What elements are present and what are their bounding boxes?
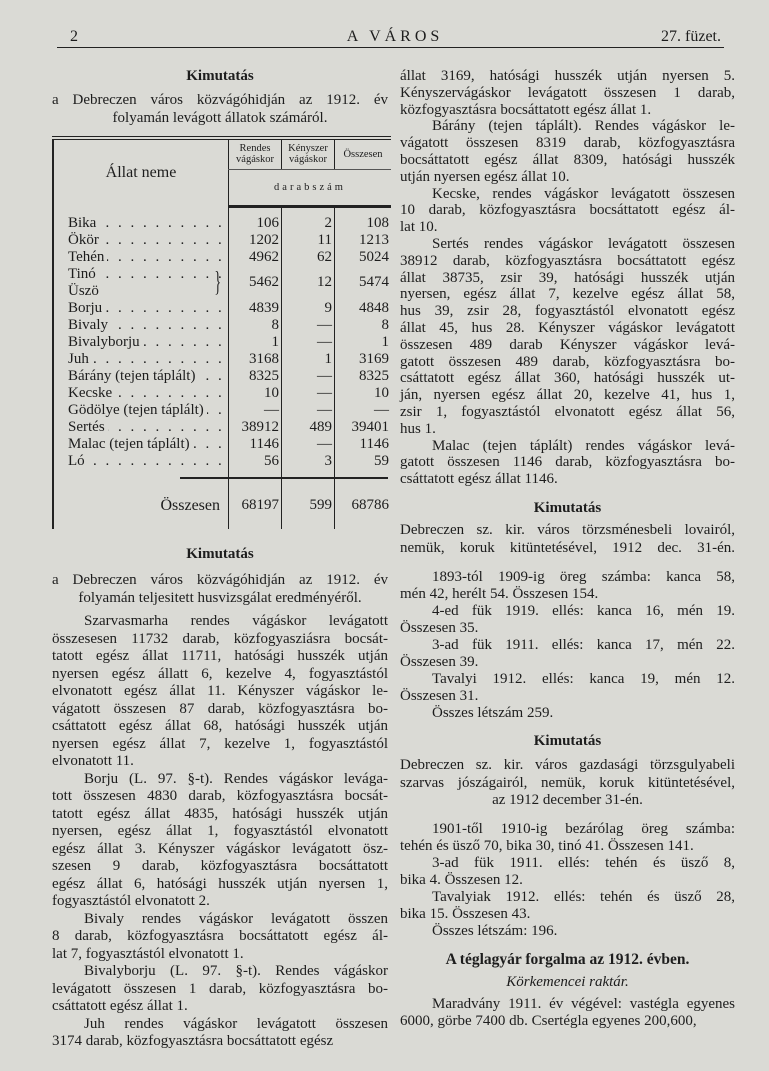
text-line: bika 15. Összesen 43. — [400, 906, 531, 922]
header-rule — [57, 47, 724, 48]
body-text — [52, 613, 388, 1051]
row-label-line — [68, 402, 228, 419]
row-label — [53, 300, 229, 317]
text-line: nyersen egész állatt 6, kezelve 4, fogyasztástól — [52, 665, 388, 682]
text-line: zsir 1, fogyasztástól elvonatott egész állat 56, — [400, 403, 735, 420]
total-row — [53, 479, 391, 529]
text-line: csáttatott egész állat 1146. — [400, 471, 558, 488]
text-line: egész állat 6, hatósági husszék utján nyersen 1, — [52, 875, 388, 892]
section-subtitle: Körkemencei raktár. — [506, 974, 629, 990]
text-line: Maradvány 1911. év végével: vastégla egyenes — [432, 996, 735, 1012]
row-label-text: Ló — [68, 453, 88, 469]
row-label-text: Bivaly — [68, 317, 111, 333]
row-label-text: Juh — [68, 351, 92, 367]
cell-kenyszer: 62 — [282, 249, 335, 266]
journal-title: A VÁROS — [346, 28, 444, 45]
row-label-line — [68, 249, 228, 266]
text-line: csáttatott egész állat 68, hatósági husszék utján — [52, 718, 388, 734]
section-subtitle — [400, 757, 735, 810]
paragraph — [400, 569, 735, 603]
text-line: Szarvasmarha rendes vágáskor levágatott — [84, 613, 388, 629]
paragraph — [52, 911, 388, 964]
text-line: utján nyersen egész állat 10. — [400, 168, 570, 185]
row-label — [53, 266, 229, 300]
text-line: nyersen egész állat 7, kezelve 1, fogyasztástól — [52, 735, 388, 752]
subtitle-line: a Debreczen város közvágóhidján az 1912. év — [52, 92, 388, 108]
paragraph — [52, 771, 388, 911]
text-line: Összesen 39. — [400, 654, 479, 670]
cell-rendes: 5462 — [229, 266, 282, 300]
text-line: fogyasztástól elvonatott 2. — [52, 893, 210, 909]
spacer-cell — [335, 206, 392, 215]
text-line: Bivalyborju (L. 97. §-t). Rendes vágáskor — [84, 963, 388, 979]
text-line: elvonatott 11. — [52, 753, 134, 769]
text-line: vágatott összesen 8319 darab, közfogyasztásra — [400, 135, 735, 152]
cell-osszesen: 5024 — [335, 249, 392, 266]
text-line: bocsáttatott egész állat 8309, hatósági husszék — [400, 151, 735, 168]
cell-kenyszer: — — [282, 385, 335, 402]
text-line: csáttatott egész állat 360, hatósági husszék ut- — [400, 370, 735, 387]
text-line: 3-ad fük 1911. ellés: kanca 17, mén 22. — [432, 637, 735, 653]
paragraph — [400, 855, 735, 889]
row-label-text: Bika — [68, 215, 99, 231]
cell-osszesen: — — [335, 402, 392, 419]
paragraph — [400, 68, 735, 118]
body-text — [400, 996, 735, 1030]
col-header-kenyszer: Kényszer vágáskor — [282, 138, 335, 169]
text-line: mén 42, herélt 54. Összesen 154. — [400, 586, 599, 602]
section-title: Kimutatás — [186, 68, 254, 84]
subtitle-line: nemük, koruk kitüntetésével, 1912 dec. 31-én. — [400, 539, 735, 556]
cell-kenyszer: — — [282, 317, 335, 334]
row-label — [53, 317, 229, 334]
row-label — [53, 385, 229, 402]
cell-rendes: 56 — [229, 453, 282, 470]
text-line: nyersen, egész állat 7, kezelve egész állat 58, — [400, 286, 735, 303]
cell-osszesen: 4848 — [335, 300, 392, 317]
cell-rendes: 4962 — [229, 249, 282, 266]
row-label-text: Tinó — [68, 266, 99, 282]
row-label-line — [68, 266, 228, 283]
text-line: Összesen 35. — [400, 620, 479, 636]
text-line: Tavalyi 1912. ellés: kanca 19, mén 12. — [432, 671, 735, 687]
unit-label: darabszám — [229, 169, 392, 206]
paragraph — [400, 889, 735, 923]
body-text — [400, 821, 735, 940]
table-row — [53, 419, 391, 436]
text-line: gatott összesen 489 darab, közfogyasztásra bo- — [400, 353, 735, 370]
text-line: tehén és üsző 70, bika 30, tinó 41. Összesen 141. — [400, 838, 694, 854]
row-label-text: Tehén — [68, 249, 107, 265]
subtitle-line: Debreczen sz. kir. város törzsménesbeli lovairól, — [400, 522, 735, 538]
text-line: Összes létszám 259. — [432, 705, 554, 721]
text-line: 3174 darab, közfogyasztásra bocsáttatott egész — [52, 1033, 334, 1049]
cell-kenyszer: — — [282, 368, 335, 385]
cell-kenyszer: 11 — [282, 232, 335, 249]
text-line: egész állat 3. Kényszer vágáskor levágatott ösz- — [52, 840, 388, 857]
cell-osszesen: 59 — [335, 453, 392, 470]
text-line: Sertés rendes vágáskor levágatott összesen — [432, 235, 735, 252]
table-row — [53, 436, 391, 453]
table-row — [53, 385, 391, 402]
subtitle-line: az 1912 december 31-én. — [492, 792, 643, 808]
text-line: vágatott összesen 87 darab, közfogyasztásra bo- — [52, 700, 388, 717]
text-line: gatott összesen 1146 darab, közfogyasztásra bo- — [400, 454, 735, 471]
text-line: 10 darab, közfogyasztásra bocsáttatott egész ál- — [400, 202, 735, 219]
cell-rendes: — — [229, 402, 282, 419]
text-line: összesen 489 darab Kényszer vágáskor levá- — [400, 336, 735, 353]
cell-rendes: 1 — [229, 334, 282, 351]
cell-kenyszer: — — [282, 402, 335, 419]
cell-rendes: 38912 — [229, 419, 282, 436]
text-line: csáttatott egész állat 1. — [52, 998, 188, 1014]
subtitle-line: folyamán levágott állatok számáról. — [112, 110, 328, 126]
issue-number: 27. füzet. — [661, 28, 721, 45]
text-line: összesesen 11732 darab, közfogyasziásra bocsát- — [52, 630, 388, 647]
text-line: Tavalyiak 1912. ellés: tehén és üsző 28, — [432, 889, 735, 905]
row-label-line — [68, 368, 228, 385]
paragraph — [400, 186, 735, 236]
text-line: bika 4. Összesen 12. — [400, 872, 523, 888]
paragraph — [400, 996, 735, 1030]
cell-osszesen: 10 — [335, 385, 392, 402]
table-row — [53, 249, 391, 266]
section-title: Kimutatás — [186, 546, 254, 562]
page-number: 2 — [70, 28, 78, 45]
table-row — [53, 300, 391, 317]
row-label-text: Ökör — [68, 232, 102, 248]
paragraph — [400, 821, 735, 855]
cell-osszesen: 5474 — [335, 266, 392, 300]
text-line: tatott egész állat 11711, hatósági husszék utján — [52, 648, 388, 664]
text-line: Juh rendes vágáskor levágatott összesen — [84, 1015, 388, 1032]
cell-kenyszer: — — [282, 436, 335, 453]
text-line: ján, nyersen egész állat 20, kezelve 41, hus 1, — [400, 387, 735, 404]
text-line: 1893-tól 1909-ig öreg számba: kanca 58, — [432, 569, 735, 585]
paragraph — [400, 671, 735, 705]
text-line: 1901-től 1910-ig bezárólag öreg számba: — [432, 821, 735, 837]
table-row — [53, 402, 391, 419]
brace-icon: { — [213, 266, 221, 298]
section-title: A téglagyár forgalma az 1912. évben. — [445, 951, 690, 968]
cell-osszesen: 8 — [335, 317, 392, 334]
text-line: 8 darab, közfogyasztásra bocsáttatott egész ál- — [52, 928, 388, 944]
text-line: 6000, görbe 7400 db. Csertégla egyenes 200,600, — [400, 1013, 697, 1029]
subtitle-line: Debreczen sz. kir. város gazdasági törzsgulyabeli — [400, 757, 735, 773]
slaughter-table — [52, 136, 388, 529]
row-label-line — [68, 215, 228, 232]
text-line: levágatott összesen 1 darab, közfogyasztásra bo- — [52, 980, 388, 997]
cell-osszesen: 8325 — [335, 368, 392, 385]
text-line: állat 38735, zsir 39, hatósági husszék utján — [400, 269, 735, 286]
cell-kenyszer: — — [282, 334, 335, 351]
row-label-line — [68, 453, 228, 470]
row-label-text: Bivalyborju — [68, 334, 143, 350]
text-line: Kecske, rendes vágáskor levágatott összesen — [432, 185, 735, 202]
text-line: állat 3169, hatósági husszék utján nyersen 5. — [400, 68, 735, 84]
text-line: 4-ed fük 1919. ellés: kanca 16, mén 19. — [432, 603, 735, 619]
paragraph — [400, 118, 735, 185]
paragraph — [400, 438, 735, 488]
text-line: Kényszervágáskor levágatott összesen 1 darab, — [400, 84, 735, 101]
text-line: 38912 darab, közfogyasztásra bocsáttatott egész — [400, 252, 735, 269]
section-subtitle — [400, 522, 735, 557]
row-label-text: Üszö — [68, 283, 102, 299]
cell-rendes: 3168 — [229, 351, 282, 368]
spacer-cell — [282, 206, 335, 215]
row-label — [53, 334, 229, 351]
cell-rendes: 4839 — [229, 300, 282, 317]
text-line: tatott egész állat 4835, hatósági husszék utján — [52, 805, 388, 822]
table-row — [53, 232, 391, 249]
cell-rendes: 1146 — [229, 436, 282, 453]
row-label — [53, 368, 229, 385]
row-label-text: Borju — [68, 300, 105, 316]
text-line: nyersen, egész állat 1, fogyasztástól elvonatott — [52, 823, 388, 839]
cell-osszesen: 1146 — [335, 436, 392, 453]
text-line: lat 10. — [400, 219, 438, 236]
spacer-cell — [53, 206, 229, 215]
row-label-text: Kecske — [68, 385, 115, 401]
row-label-line — [68, 334, 228, 351]
table-row — [53, 351, 391, 368]
section-subtitle — [52, 571, 388, 607]
paragraph — [400, 705, 735, 722]
table-row — [53, 453, 391, 470]
row-label-line — [68, 300, 228, 317]
row-label — [53, 402, 229, 419]
cell-kenyszer: 1 — [282, 351, 335, 368]
row-label-line — [68, 283, 228, 300]
col-header-osszesen: Összesen — [335, 138, 392, 169]
cell-rendes: 8 — [229, 317, 282, 334]
section-subtitle — [52, 91, 388, 127]
text-line: hus 39, zsir 28, fogyasztástól elvonatott egész — [400, 303, 735, 320]
total-kenyszer: 599 — [282, 479, 335, 529]
cell-osszesen: 3169 — [335, 351, 392, 368]
paragraph — [400, 637, 735, 671]
cell-rendes: 106 — [229, 215, 282, 232]
paragraph — [52, 613, 388, 771]
body-text — [400, 569, 735, 722]
row-label-line — [68, 385, 228, 402]
row-label-text: Gödölye (tejen táplált) — [68, 402, 207, 418]
text-line: Összesen 31. — [400, 688, 479, 704]
cell-kenyszer: 12 — [282, 266, 335, 300]
table-row — [53, 215, 391, 232]
total-rule — [180, 477, 388, 479]
table-row — [53, 334, 391, 351]
cell-osszesen: 1213 — [335, 232, 392, 249]
section-title: Kimutatás — [533, 500, 602, 516]
row-label-line — [68, 436, 228, 453]
text-line: 3-ad fük 1911. ellés: tehén és üsző 8, — [432, 855, 735, 871]
cell-rendes: 8325 — [229, 368, 282, 385]
subtitle-line: szarvas jószágairól, nemük, koruk kitüntetésével, — [400, 774, 735, 791]
table-row — [53, 368, 391, 385]
row-label — [53, 232, 229, 249]
row-label-text: Sertés — [68, 419, 108, 435]
text-line: szesen 9 darab, közfogyasztásra bocsáttatott — [52, 858, 388, 874]
text-line: Bivaly rendes vágáskor levágatott összen — [84, 910, 388, 927]
row-label-text: Malac (tejen táplált) — [68, 436, 193, 452]
col-header-rendes: Rendes vágáskor — [229, 138, 282, 169]
text-line: Borju (L. 97. §-t). Rendes vágáskor levága- — [84, 770, 388, 787]
paragraph — [400, 923, 735, 940]
col-header-animal: Állat neme — [53, 138, 229, 206]
subtitle-line: a Debreczen város közvágóhidján az 1912. év — [52, 572, 388, 588]
row-label-line — [68, 351, 228, 368]
row-label — [53, 436, 229, 453]
text-line: hus 1. — [400, 420, 436, 437]
total-label: Összesen — [53, 479, 229, 529]
row-label — [53, 453, 229, 470]
paragraph — [400, 236, 735, 438]
row-label-line — [68, 419, 228, 436]
text-line: állat 45, hus 28. Kényszer vágáskor levágatott — [400, 319, 735, 336]
row-label — [53, 215, 229, 232]
cell-kenyszer: 9 — [282, 300, 335, 317]
paragraph — [52, 1016, 388, 1051]
row-label — [53, 249, 229, 266]
text-line: közfogyasztásra bocsáttatott egész állat 1. — [400, 101, 652, 118]
table-row — [53, 317, 391, 334]
cell-osszesen: 108 — [335, 215, 392, 232]
row-label-line — [68, 232, 228, 249]
row-label-text: Bárány (tejen táplált) — [68, 368, 198, 384]
table-row — [53, 266, 391, 300]
total-rendes: 68197 — [229, 479, 282, 529]
cell-osszesen: 39401 — [335, 419, 392, 436]
paragraph — [400, 603, 735, 637]
subtitle-line: folyamán teljesitett husvizsgálat eredményéről. — [78, 590, 362, 606]
text-line: lat 7, fogyasztástól elvonatott 1. — [52, 945, 244, 962]
cell-kenyszer: 489 — [282, 419, 335, 436]
cell-kenyszer: 2 — [282, 215, 335, 232]
text-line: Összes létszám: 196. — [432, 923, 558, 939]
spacer-cell — [229, 206, 282, 215]
cell-kenyszer: 3 — [282, 453, 335, 470]
row-label — [53, 351, 229, 368]
text-line: Malac (tejen táplált) rendes vágáskor levá- — [432, 437, 735, 454]
text-line: Bárány (tejen táplált). Rendes vágáskor le- — [432, 118, 735, 135]
cell-rendes: 10 — [229, 385, 282, 402]
paragraph — [52, 963, 388, 1016]
text-line: elvonatott egész állat 11. Kényszer vágáskor le- — [52, 683, 388, 699]
body-text — [400, 68, 735, 488]
text-line: tott összesen 4830 darab, közfogyasztásra bocsát- — [52, 788, 388, 804]
cell-rendes: 1202 — [229, 232, 282, 249]
row-label-line — [68, 317, 228, 334]
cell-osszesen: 1 — [335, 334, 392, 351]
row-label — [53, 419, 229, 436]
section-title: Kimutatás — [533, 733, 602, 749]
total-osszesen: 68786 — [335, 479, 392, 529]
